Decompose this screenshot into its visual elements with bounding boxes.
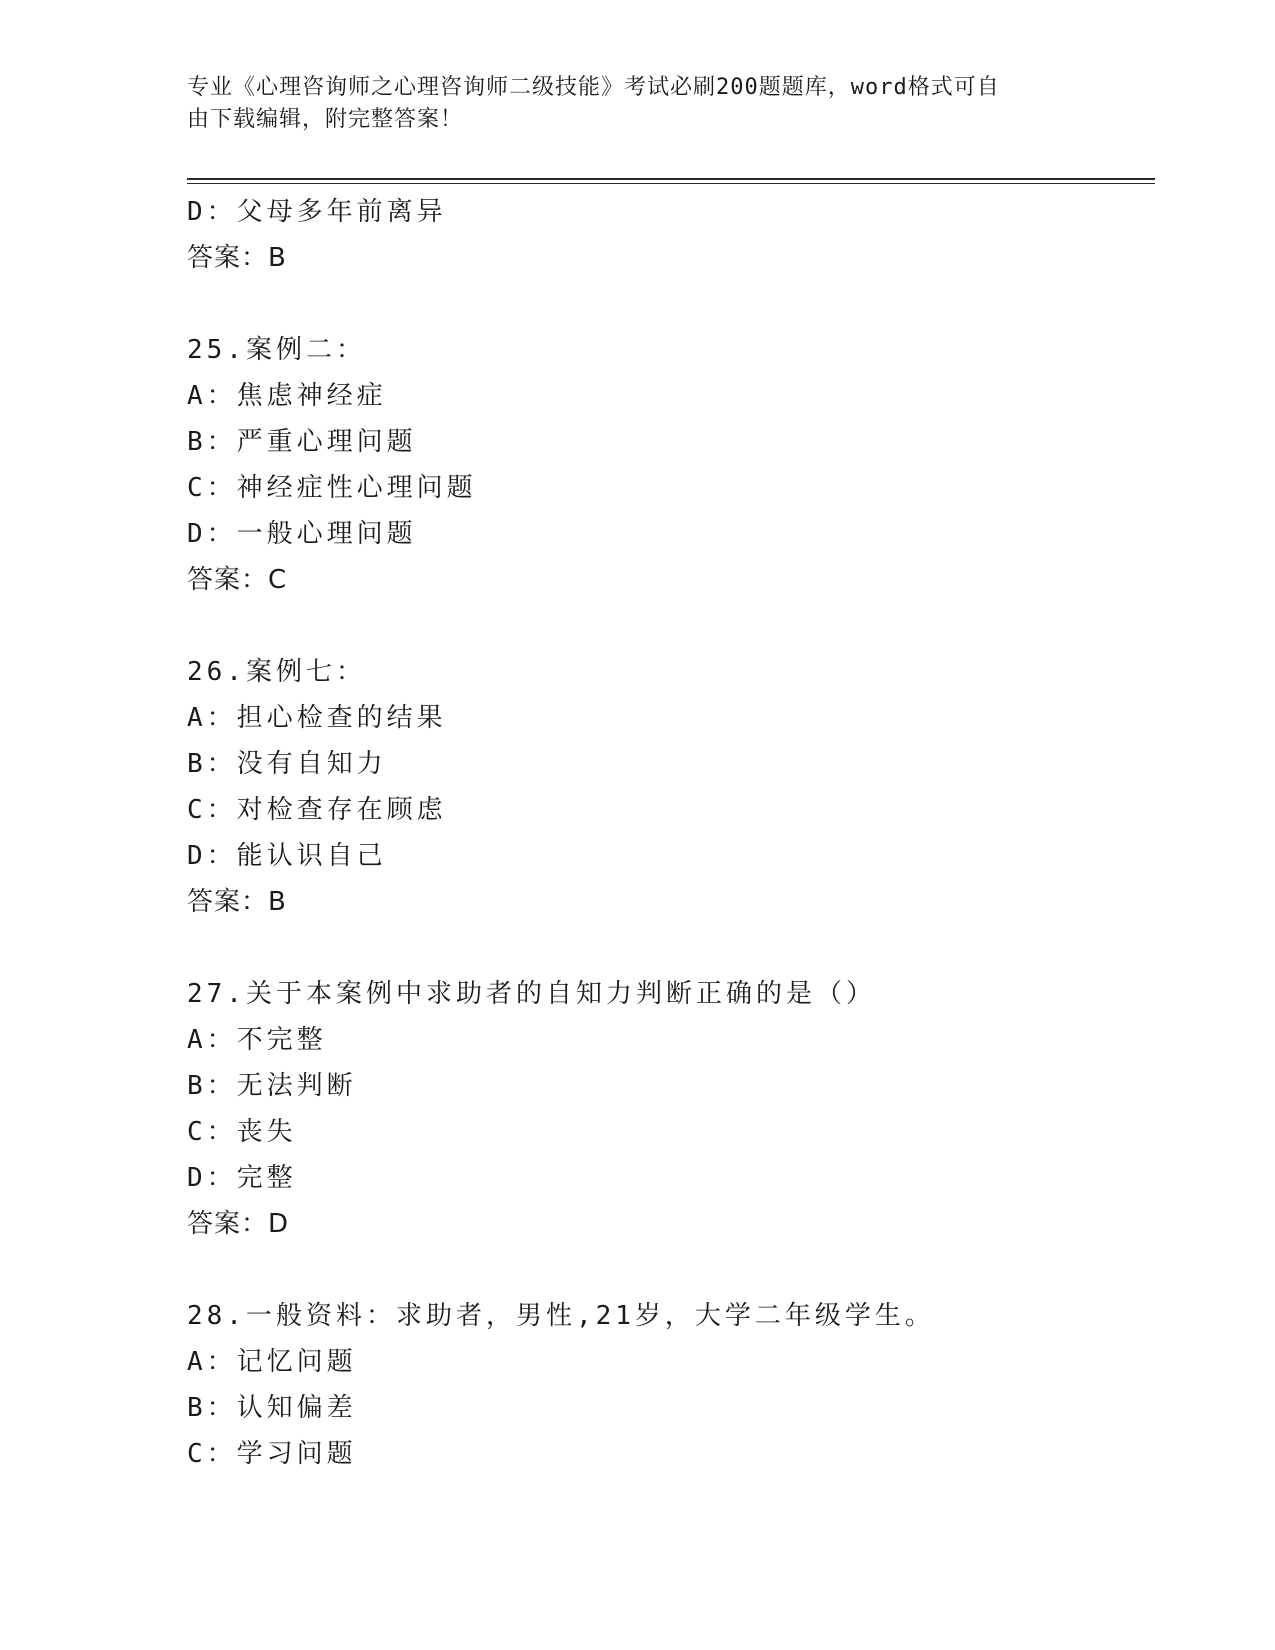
answer-line: 答案：B xyxy=(187,887,287,917)
option-b: B：认知偏差 xyxy=(187,1393,357,1423)
question-stem: 25.案例二： xyxy=(187,335,366,365)
header-line-2: 由下载编辑，附完整答案！ xyxy=(187,107,464,132)
option-c: C：学习问题 xyxy=(187,1439,357,1469)
header-divider-thin xyxy=(187,183,1155,184)
spacer xyxy=(187,603,1155,649)
question-stem: 27.关于本案例中求助者的自知力判断正确的是（） xyxy=(187,979,876,1009)
option-b: B：没有自知力 xyxy=(187,749,387,779)
option-a: A：担心检查的结果 xyxy=(187,703,447,733)
option-a: A：焦虑神经症 xyxy=(187,381,387,411)
header-divider-thick xyxy=(187,178,1155,180)
spacer xyxy=(187,925,1155,971)
question-26 xyxy=(187,649,1155,925)
option-c: C：对检查存在顾虑 xyxy=(187,795,447,825)
question-list xyxy=(187,189,1155,1477)
question-24-tail xyxy=(187,189,1155,281)
spacer xyxy=(187,281,1155,327)
option-b: B：无法判断 xyxy=(187,1071,357,1101)
question-28 xyxy=(187,1293,1155,1477)
option-a: A：记忆问题 xyxy=(187,1347,357,1377)
option-b: B：严重心理问题 xyxy=(187,427,417,457)
option-d: D：父母多年前离异 xyxy=(187,197,447,227)
document-header xyxy=(187,72,1067,136)
answer-line: 答案：D xyxy=(187,1209,290,1239)
question-stem: 28.一般资料：求助者，男性,21岁，大学二年级学生。 xyxy=(187,1301,935,1331)
option-d: D：完整 xyxy=(187,1163,297,1193)
question-27 xyxy=(187,971,1155,1247)
option-d: D：能认识自己 xyxy=(187,841,387,871)
question-stem: 26.案例七： xyxy=(187,657,366,687)
header-line-1: 专业《心理咨询师之心理咨询师二级技能》考试必刷200题题库，word格式可自 xyxy=(187,75,1000,100)
question-25 xyxy=(187,327,1155,603)
option-c: C：丧失 xyxy=(187,1117,297,1147)
option-a: A：不完整 xyxy=(187,1025,327,1055)
option-d: D：一般心理问题 xyxy=(187,519,417,549)
answer-line: 答案：B xyxy=(187,243,287,273)
spacer xyxy=(187,1247,1155,1293)
answer-line: 答案：C xyxy=(187,565,288,595)
option-c: C：神经症性心理问题 xyxy=(187,473,477,503)
